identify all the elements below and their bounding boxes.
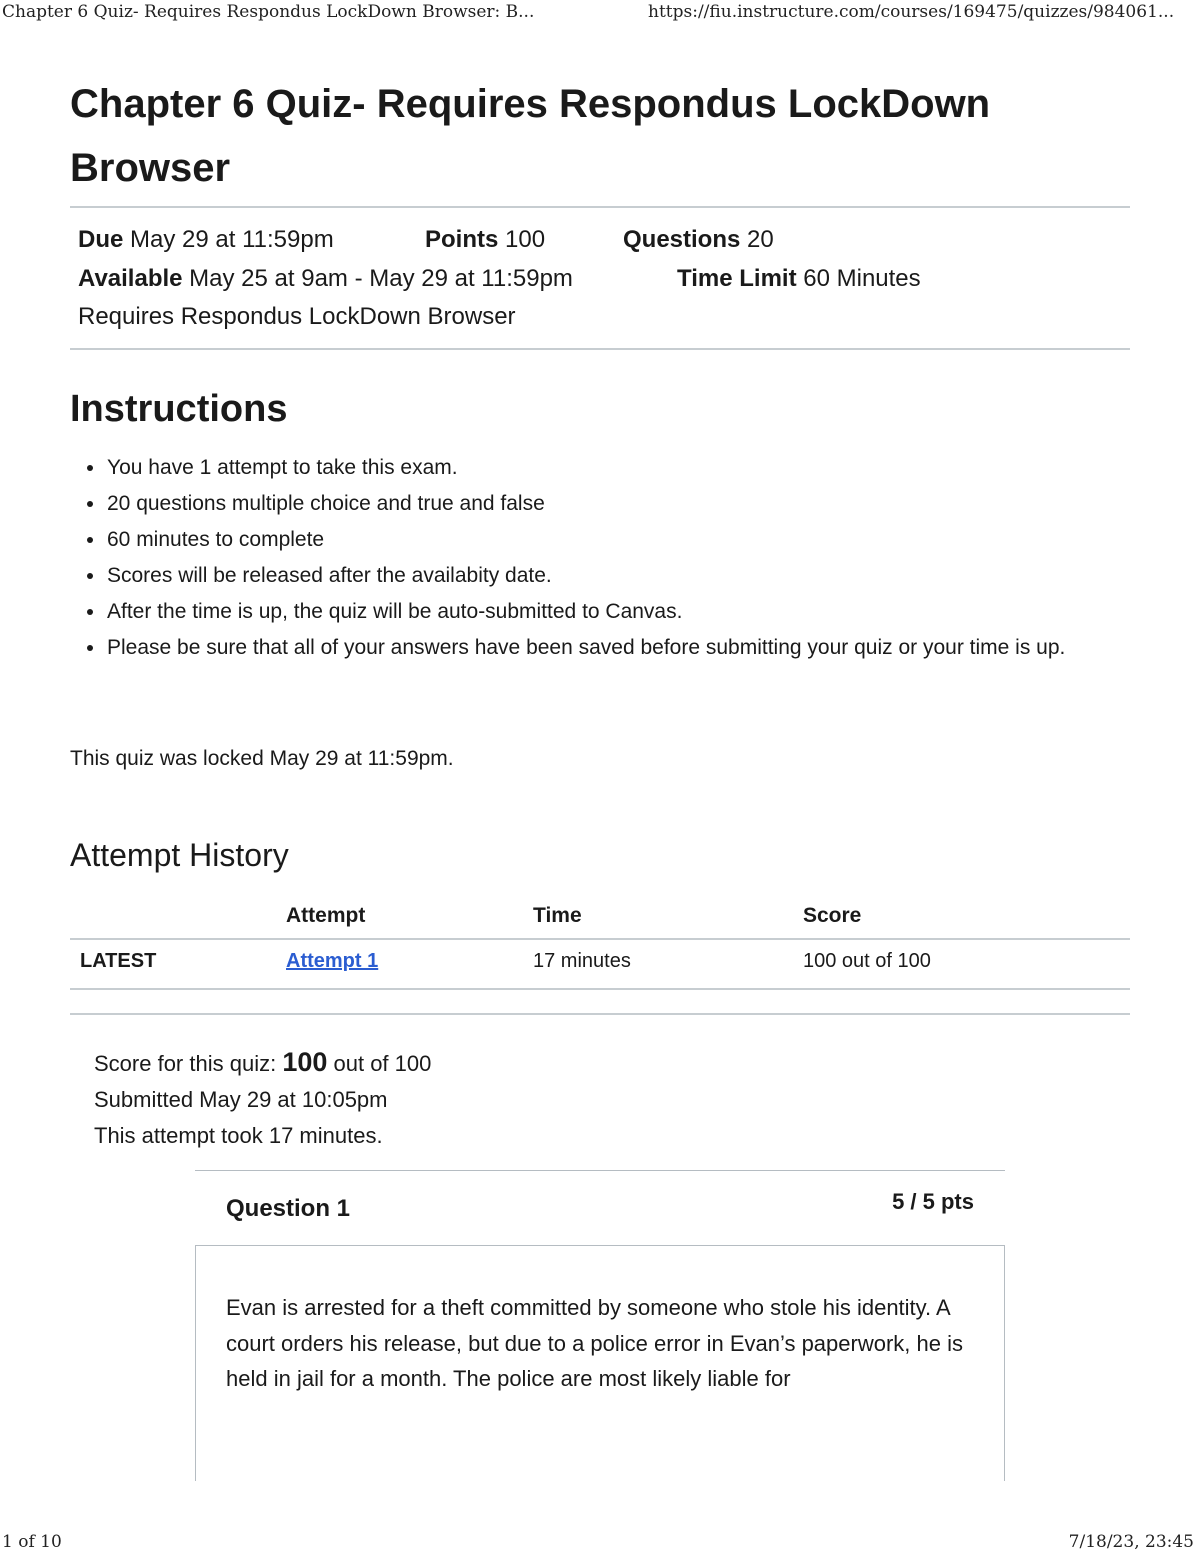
duration-line: This attempt took 17 minutes. — [94, 1123, 383, 1148]
available-label: Available — [78, 265, 183, 292]
instruction-item: Please be sure that all of your answers have been saved before submitting your quiz or your time is up. — [107, 630, 1130, 666]
locked-note: This quiz was locked May 29 at 11:59pm. — [70, 747, 454, 770]
instruction-item: You have 1 attempt to take this exam. — [107, 450, 1130, 486]
divider — [70, 206, 1130, 208]
print-url: https://fiu.instructure.com/courses/169475/quizzes/984061... — [648, 2, 1175, 22]
print-footer — [0, 1530, 1200, 1553]
print-doc-title: Chapter 6 Quiz- Requires Respondus LockDown Browser: B... — [2, 2, 535, 22]
score-suffix: out of 100 — [333, 1051, 432, 1076]
submitted-line: Submitted May 29 at 10:05pm — [94, 1087, 388, 1112]
page-title: Chapter 6 Quiz- Requires Respondus LockDown Browser — [70, 82, 991, 190]
time-limit-value: 60 Minutes — [803, 265, 921, 292]
table-header-row — [70, 896, 1130, 938]
attempt-history-table — [70, 896, 1130, 990]
instruction-item: 20 questions multiple choice and true and false — [107, 486, 1130, 522]
column-header-attempt: Attempt — [286, 904, 366, 927]
points-label: Points — [425, 226, 499, 253]
available-detail — [78, 263, 573, 295]
questions-detail — [623, 224, 774, 256]
instruction-item: After the time is up, the quiz will be auto-submitted to Canvas. — [107, 594, 1130, 630]
lockdown-requirement: Requires Respondus LockDown Browser — [78, 303, 516, 330]
instruction-item: 60 minutes to complete — [107, 522, 1130, 558]
instructions-title: Instructions — [70, 388, 288, 430]
available-value: May 25 at 9am - May 29 at 11:59pm — [189, 265, 573, 292]
question-title: Question 1 — [226, 1195, 351, 1222]
questions-value: 20 — [747, 226, 774, 253]
divider — [70, 1013, 1130, 1015]
score-value: 100 — [282, 1047, 328, 1077]
score-label: Score for this quiz: — [94, 1051, 277, 1076]
question-points: 5 / 5 pts — [892, 1189, 974, 1214]
time-limit-label: Time Limit — [677, 265, 797, 292]
print-header — [0, 0, 1200, 30]
question-text: Evan is arrested for a theft committed by someone who stole his identity. A court orders his release, but due to a police error in Evan’s paperwork, he is held in jail for a month. The police are most likely liable for — [226, 1295, 963, 1391]
score-line — [94, 1044, 431, 1082]
table-row — [70, 938, 1130, 990]
quiz-details-row-1 — [78, 224, 334, 256]
attempt-score: 100 out of 100 — [803, 950, 931, 972]
questions-label: Questions — [623, 226, 741, 253]
attempt-history-title: Attempt History — [70, 837, 289, 873]
print-timestamp: 7/18/23, 23:45 — [1068, 1532, 1194, 1552]
attempt-1-link[interactable]: Attempt 1 — [286, 950, 379, 972]
divider — [70, 348, 1130, 350]
page-indicator: 1 of 10 — [2, 1532, 62, 1552]
due-label: Due — [78, 226, 124, 253]
points-value: 100 — [505, 226, 546, 253]
question-body — [195, 1245, 1005, 1481]
quiz-result-summary — [94, 1044, 431, 1154]
latest-tag: LATEST — [80, 950, 157, 972]
due-value: May 29 at 11:59pm — [130, 226, 334, 253]
points-detail — [425, 224, 545, 256]
attempt-time: 17 minutes — [533, 950, 631, 972]
question-header — [195, 1171, 1005, 1245]
instructions-list — [70, 450, 1130, 666]
instruction-item: Scores will be released after the availabity date. — [107, 558, 1130, 594]
column-header-score: Score — [803, 904, 862, 927]
column-header-time: Time — [533, 904, 582, 927]
time-limit-detail — [677, 263, 921, 295]
